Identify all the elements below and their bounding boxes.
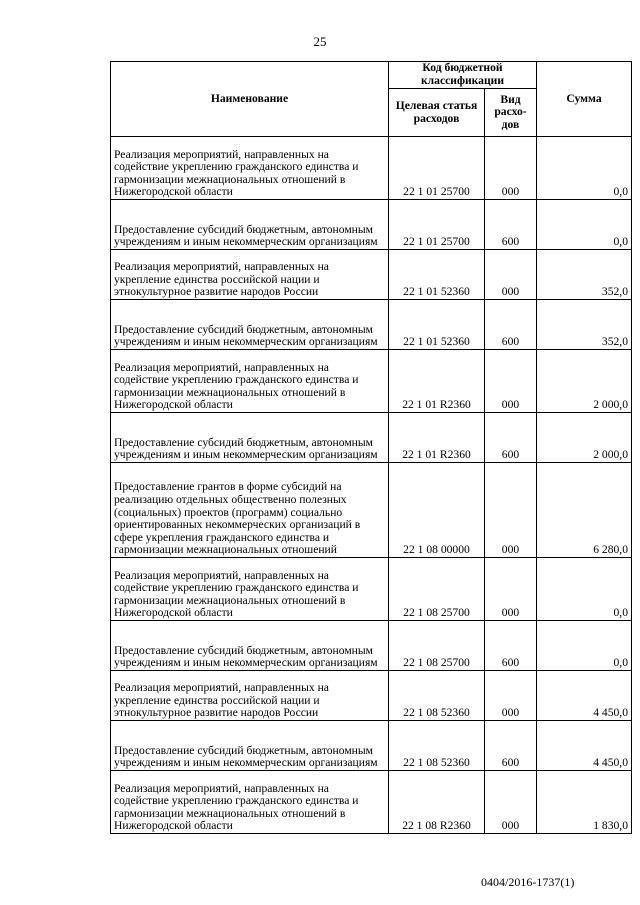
- row-sum: 2 000,0: [537, 413, 632, 463]
- row-code: 22 1 08 52360: [389, 671, 485, 721]
- header-name: Наименование: [111, 62, 389, 137]
- budget-table: [110, 61, 632, 834]
- row-name: Реализация мероприятий, направленных на укрепление единства российской нации и этнокультурное развитие народов России: [111, 250, 389, 300]
- header-code-group: Код бюджетной классификации: [389, 62, 537, 89]
- page-number: 25: [313, 34, 327, 49]
- row-vid: 000: [485, 463, 537, 558]
- row-sum: 4 450,0: [537, 721, 632, 771]
- row-sum: 0,0: [537, 558, 632, 621]
- table-header: [111, 62, 632, 137]
- row-sum: 6 280,0: [537, 463, 632, 558]
- row-vid: 000: [485, 558, 537, 621]
- row-sum: 2 000,0: [537, 350, 632, 413]
- table-row: [111, 137, 632, 200]
- table-row: [111, 200, 632, 250]
- row-name: Реализация мероприятий, направленных на содействие укреплению гражданского единства и гармонизации межнациональных отношений в Нижегородской области: [111, 137, 389, 200]
- table-body: [111, 137, 632, 834]
- row-vid: 000: [485, 671, 537, 721]
- row-name: Предоставление грантов в форме субсидий на реализацию отдельных общественно полезных (социальных) проектов (программ) социально ориентированных некоммерческих организаций в сфере укрепления гражданского единства и гармонизации межнациональных отношений: [111, 463, 389, 558]
- header-target: Целевая статья расходов: [389, 89, 485, 137]
- table-row: [111, 300, 632, 350]
- header-sum: Сумма: [537, 62, 632, 137]
- table-row: [111, 721, 632, 771]
- row-vid: 000: [485, 137, 537, 200]
- row-name: Реализация мероприятий, направленных на содействие укреплению гражданского единства и гармонизации межнациональных отношений в Нижегородской области: [111, 771, 389, 834]
- row-name: Предоставление субсидий бюджетным, автономным учреждениям и иным некоммерческим организациям: [111, 621, 389, 671]
- table-row: [111, 463, 632, 558]
- row-sum: 0,0: [537, 137, 632, 200]
- row-name: Предоставление субсидий бюджетным, автономным учреждениям и иным некоммерческим организациям: [111, 200, 389, 250]
- row-name: Предоставление субсидий бюджетным, автономным учреждениям и иным некоммерческим организациям: [111, 721, 389, 771]
- header-vid: Вид расхо-дов: [485, 89, 537, 137]
- row-name: Реализация мероприятий, направленных на содействие укреплению гражданского единства и гармонизации межнациональных отношений в Нижегородской области: [111, 558, 389, 621]
- row-code: 22 1 01 25700: [389, 200, 485, 250]
- row-sum: 352,0: [537, 250, 632, 300]
- row-code: 22 1 08 25700: [389, 621, 485, 671]
- row-code: 22 1 01 25700: [389, 137, 485, 200]
- row-code: 22 1 08 R2360: [389, 771, 485, 834]
- row-sum: 1 830,0: [537, 771, 632, 834]
- row-name: Предоставление субсидий бюджетным, автономным учреждениям и иным некоммерческим организациям: [111, 413, 389, 463]
- row-name: Реализация мероприятий, направленных на укрепление единства российской нации и этнокультурное развитие народов России: [111, 671, 389, 721]
- row-sum: 352,0: [537, 300, 632, 350]
- row-vid: 600: [485, 413, 537, 463]
- row-code: 22 1 08 25700: [389, 558, 485, 621]
- row-code: 22 1 01 52360: [389, 300, 485, 350]
- row-vid: 600: [485, 200, 537, 250]
- table-row: [111, 558, 632, 621]
- table-row: [111, 250, 632, 300]
- table-row: [111, 413, 632, 463]
- row-vid: 600: [485, 721, 537, 771]
- row-name: Предоставление субсидий бюджетным, автономным учреждениям и иным некоммерческим организациям: [111, 300, 389, 350]
- row-code: 22 1 08 52360: [389, 721, 485, 771]
- row-vid: 000: [485, 250, 537, 300]
- table-row: [111, 671, 632, 721]
- row-code: 22 1 01 52360: [389, 250, 485, 300]
- row-code: 22 1 01 R2360: [389, 413, 485, 463]
- row-sum: 0,0: [537, 621, 632, 671]
- document-code: 0404/2016-1737(1): [481, 875, 575, 889]
- row-vid: 000: [485, 771, 537, 834]
- row-sum: 4 450,0: [537, 671, 632, 721]
- row-vid: 000: [485, 350, 537, 413]
- row-code: 22 1 01 R2360: [389, 350, 485, 413]
- row-vid: 600: [485, 300, 537, 350]
- row-vid: 600: [485, 621, 537, 671]
- row-sum: 0,0: [537, 200, 632, 250]
- row-name: Реализация мероприятий, направленных на содействие укреплению гражданского единства и гармонизации межнациональных отношений в Нижегородской области: [111, 350, 389, 413]
- table-row: [111, 621, 632, 671]
- table-row: [111, 350, 632, 413]
- table-row: [111, 771, 632, 834]
- row-code: 22 1 08 00000: [389, 463, 485, 558]
